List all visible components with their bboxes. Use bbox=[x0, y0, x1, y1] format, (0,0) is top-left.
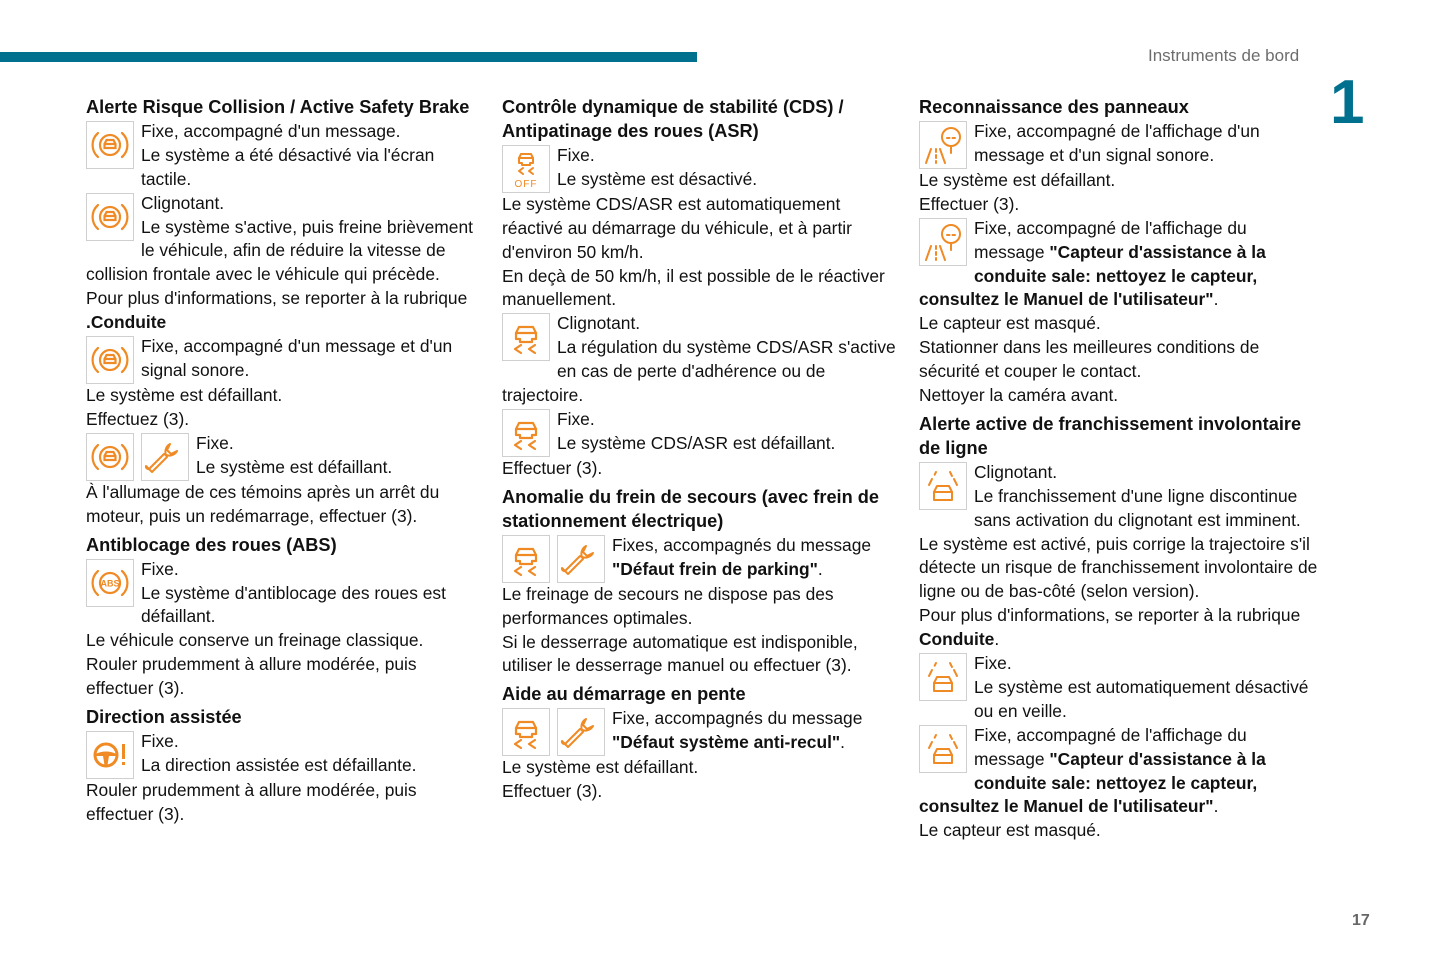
reference-link: Conduite bbox=[919, 629, 995, 650]
reference-text: Pour plus d'informations, se reporter à la rubrique Conduite. bbox=[919, 605, 1301, 650]
reference-link: .Conduite bbox=[86, 312, 167, 333]
indicator-action: Effectuer (3). bbox=[919, 193, 1020, 214]
dashboard-message: "Capteur d'assistance à la conduite sale: nettoyez le capteur, consultez le Manuel de l'utilisateur" bbox=[919, 748, 1266, 817]
indicator-description: Le système est défaillant. bbox=[919, 169, 1116, 190]
indicator-state: Fixe, accompagné d'un message. bbox=[141, 120, 401, 141]
section-title-collision-alert: Alerte Risque Collision / Active Safety Brake bbox=[86, 97, 470, 117]
indicator-description: Le freinage de secours ne dispose pas des performances optimales. bbox=[502, 583, 834, 628]
indicator-description: Le système CDS/ASR est défaillant. bbox=[557, 432, 836, 453]
indicator-state: Fixe, accompagné de l'affichage du message "Capteur d'assistance à la conduite sale: nettoyez le capteur, consultez le Manuel de l'utilisateur". bbox=[919, 217, 1266, 310]
indicator-description: Le système est activé, puis corrige la trajectoire s'il détecte un risque de franchissement involontaire de ligne ou de bas-côté (selon version). bbox=[919, 533, 1318, 602]
indicator-description: Le système est désactivé. bbox=[557, 168, 758, 189]
indicator-action: Effectuer (3). bbox=[502, 457, 603, 478]
indicator-action: Nettoyer la caméra avant. bbox=[919, 385, 1119, 406]
collision-alert-icon bbox=[86, 121, 134, 169]
reference-text: Pour plus d'informations, se reporter à la rubrique .Conduite bbox=[86, 288, 468, 333]
section-header-title: Instruments de bord bbox=[1148, 46, 1300, 65]
column-2 bbox=[502, 96, 902, 804]
indicator-entry bbox=[86, 335, 486, 384]
indicator-description: La direction assistée est défaillante. bbox=[141, 754, 417, 775]
indicator-description: Le véhicule conserve un freinage classique. bbox=[86, 630, 424, 651]
wrench-icon bbox=[557, 708, 605, 756]
section-title-power-steering: Direction assistée bbox=[86, 707, 242, 728]
indicator-description: Le système est défaillant. bbox=[86, 385, 283, 406]
page-number: 17 bbox=[1352, 912, 1370, 929]
collision-alert-icon bbox=[86, 433, 134, 481]
section-title-lane-departure: Alerte active de franchissement involontaire de ligne bbox=[919, 413, 1302, 458]
indicator-entry bbox=[919, 461, 1319, 533]
dashboard-message: "Défaut système anti-recul" bbox=[612, 732, 841, 753]
indicator-entry bbox=[502, 707, 902, 756]
indicator-action: Stationner dans les meilleures conditions de sécurité et couper le contact. bbox=[919, 337, 1260, 382]
svg-text:OFF: OFF bbox=[514, 178, 538, 190]
indicator-entry bbox=[919, 652, 1319, 724]
indicator-entry bbox=[86, 192, 486, 288]
esp-icon bbox=[502, 708, 550, 756]
indicator-entry bbox=[86, 432, 486, 481]
dashboard-message: "Défaut frein de parking" bbox=[612, 558, 818, 579]
esp-off-icon bbox=[502, 145, 550, 193]
indicator-entry bbox=[919, 217, 1319, 313]
indicator-action: Effectuer (3). bbox=[502, 781, 603, 802]
indicator-description: Le capteur est masqué. bbox=[919, 820, 1101, 841]
indicator-description: Le système a été désactivé via l'écran tactile. bbox=[141, 144, 435, 189]
indicator-description: Le système d'antiblocage des roues est défaillant. bbox=[141, 582, 446, 627]
indicator-description: Le capteur est masqué. bbox=[919, 313, 1101, 334]
indicator-state: Fixe, accompagnés du message "Défaut système anti-recul". bbox=[612, 708, 863, 753]
indicator-description: Le système CDS/ASR est automatiquement réactivé au démarrage du véhicule, et à partir d'environ 50 km/h. bbox=[502, 193, 852, 262]
section-title-sign-recognition: Reconnaissance des panneaux bbox=[919, 97, 1189, 117]
indicator-state: Fixe. bbox=[974, 653, 1012, 674]
wrench-icon bbox=[141, 433, 189, 481]
esp-icon bbox=[502, 535, 550, 583]
indicator-action: Si le desserrage automatique est indisponible, utiliser le desserrage manuel ou effectuer (3). bbox=[502, 631, 858, 676]
indicator-entry bbox=[86, 558, 486, 630]
indicator-state: Fixe, accompagné d'un message et d'un signal sonore. bbox=[141, 336, 453, 380]
indicator-state: Fixe. bbox=[557, 144, 595, 165]
column-3 bbox=[919, 96, 1319, 843]
section-title-hill-start: Aide au démarrage en pente bbox=[502, 684, 746, 705]
section-title-abs: Antiblocage des roues (ABS) bbox=[86, 534, 337, 555]
indicator-description: Le système est défaillant. bbox=[502, 757, 699, 778]
traffic-sign-recognition-icon bbox=[919, 218, 967, 266]
chapter-number: 1 bbox=[1330, 68, 1365, 137]
indicator-state: Fixe. bbox=[141, 730, 179, 751]
indicator-state: Fixe. bbox=[141, 558, 179, 579]
lane-departure-icon bbox=[919, 725, 967, 773]
indicator-entry bbox=[919, 724, 1319, 820]
abs-icon bbox=[86, 559, 134, 607]
indicator-state: Clignotant. bbox=[974, 461, 1058, 482]
indicator-entry bbox=[86, 120, 486, 192]
indicator-state: Fixe. bbox=[557, 408, 595, 429]
indicator-description: Le système s'active, puis freine brièvement le véhicule, afin de réduire la vitesse de collision frontale avec le véhicule qui précède. bbox=[86, 216, 473, 285]
indicator-entry bbox=[502, 144, 902, 193]
indicator-entry bbox=[919, 120, 1319, 169]
indicator-entry bbox=[502, 534, 902, 583]
indicator-state: Fixe. bbox=[196, 432, 234, 453]
indicator-state: Clignotant. bbox=[557, 313, 641, 334]
steering-wheel-warning-icon bbox=[86, 731, 134, 779]
indicator-action: Rouler prudemment à allure modérée, puis effectuer (3). bbox=[86, 654, 417, 699]
section-title-emergency-brake: Anomalie du frein de secours (avec frein de stationnement électrique) bbox=[502, 486, 879, 531]
indicator-entry bbox=[86, 730, 486, 779]
indicator-entry bbox=[502, 408, 902, 457]
indicator-state: Fixe, accompagné de l'affichage d'un message et d'un signal sonore. bbox=[974, 120, 1260, 165]
svg-text:ABS: ABS bbox=[100, 578, 120, 589]
dashboard-message: "Capteur d'assistance à la conduite sale: nettoyez le capteur, consultez le Manuel de l'utilisateur" bbox=[919, 241, 1266, 310]
section-title-cds-asr: Contrôle dynamique de stabilité (CDS) / Antipatinage des roues (ASR) bbox=[502, 97, 844, 141]
wrench-icon bbox=[557, 535, 605, 583]
indicator-state: Fixe, accompagné de l'affichage du message "Capteur d'assistance à la conduite sale: nettoyez le capteur, consultez le Manuel de l'utilisateur". bbox=[919, 724, 1266, 817]
indicator-state: Clignotant. bbox=[141, 192, 225, 213]
lane-departure-icon bbox=[919, 653, 967, 701]
collision-alert-icon bbox=[86, 193, 134, 241]
lane-departure-icon bbox=[919, 462, 967, 510]
indicator-description: La régulation du système CDS/ASR s'active en cas de perte d'adhérence ou de trajectoire. bbox=[502, 337, 896, 406]
indicator-description: Le franchissement d'une ligne discontinue sans activation du clignotant est imminent. bbox=[974, 485, 1301, 530]
column-1 bbox=[86, 96, 486, 827]
indicator-action: À l'allumage de ces témoins après un arrêt du moteur, puis un redémarrage, effectuer (3). bbox=[86, 481, 440, 526]
indicator-description: Le système est automatiquement désactivé ou en veille. bbox=[974, 676, 1309, 721]
traffic-sign-recognition-icon bbox=[919, 121, 967, 169]
indicator-entry bbox=[502, 312, 902, 408]
esp-icon bbox=[502, 313, 550, 361]
collision-alert-icon bbox=[86, 336, 134, 384]
indicator-description: En deçà de 50 km/h, il est possible de le réactiver manuellement. bbox=[502, 265, 885, 310]
indicator-state: Fixes, accompagnés du message "Défaut frein de parking". bbox=[612, 534, 872, 579]
indicator-action: Effectuez (3). bbox=[86, 408, 190, 429]
esp-icon bbox=[502, 409, 550, 457]
header-accent-bar bbox=[0, 52, 697, 62]
indicator-action: Rouler prudemment à allure modérée, puis effectuer (3). bbox=[86, 779, 417, 824]
indicator-description: Le système est défaillant. bbox=[196, 456, 393, 477]
